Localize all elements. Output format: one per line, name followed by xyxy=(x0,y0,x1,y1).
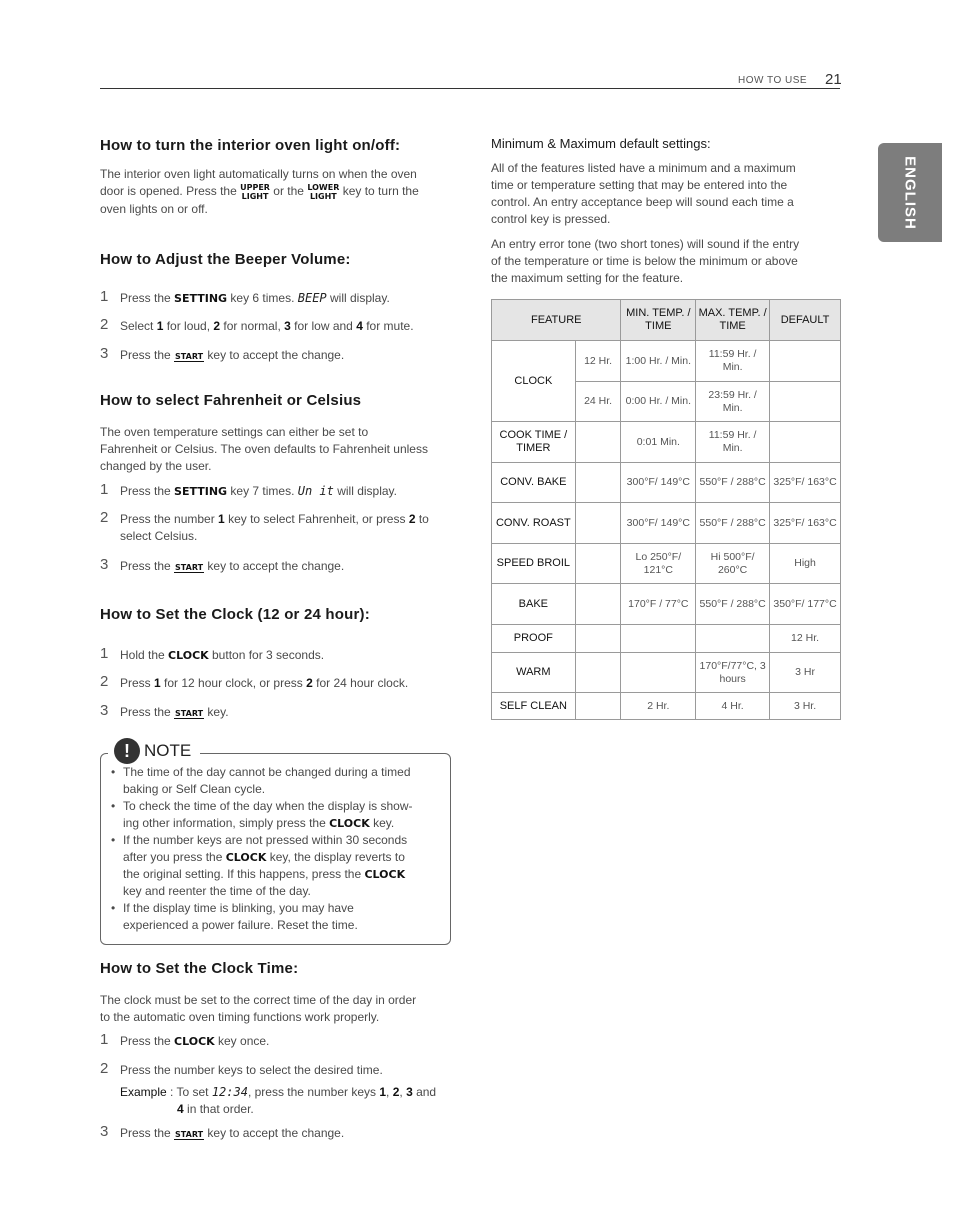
feature-cell: SPEED BROIL xyxy=(492,544,576,584)
table-row xyxy=(492,422,841,463)
feature-cell: COOK TIME / TIMER xyxy=(492,422,576,463)
default-cell xyxy=(770,341,841,382)
text: If the number keys are not pressed within 30 seconds xyxy=(123,833,408,847)
note-item xyxy=(110,764,442,798)
feature-cell: CONV. ROAST xyxy=(492,503,576,544)
min-cell: 0:01 Min. xyxy=(621,422,696,463)
table-row xyxy=(492,653,841,693)
text: The time of the day cannot be changed during a timed xyxy=(123,765,411,779)
clock-key: CLOCK xyxy=(168,649,209,662)
fahrenheit-intro xyxy=(100,424,460,475)
clock-format-step-3 xyxy=(100,704,460,722)
default-cell: 12 Hr. xyxy=(770,625,841,653)
min-cell: Lo 250°F/ 121°C xyxy=(621,544,696,584)
text: Press the xyxy=(120,348,175,362)
text: Press the xyxy=(120,1126,175,1140)
start-key: START xyxy=(175,709,204,718)
sub-cell xyxy=(575,584,621,625)
table-row xyxy=(492,693,841,720)
light-paragraph xyxy=(100,166,460,218)
max-cell: Hi 500°F/ 260°C xyxy=(696,544,770,584)
note-item xyxy=(110,832,442,900)
sub-cell: 12 Hr. xyxy=(575,341,621,382)
default-cell: 350°F/ 177°C xyxy=(770,584,841,625)
note-title: NOTE xyxy=(144,741,192,760)
line: The oven temperature settings can either be set to xyxy=(100,425,369,439)
text: for normal, xyxy=(220,319,285,333)
text: to xyxy=(415,512,429,526)
setting-key: SETTING xyxy=(174,292,228,305)
fahrenheit-step-3 xyxy=(100,558,460,576)
text: If the display time is blinking, you may have xyxy=(123,901,354,915)
text: key and reenter the time of the day. xyxy=(123,884,311,898)
step-number: 1 xyxy=(100,481,109,498)
setting-key: SETTING xyxy=(174,485,228,498)
table-row xyxy=(492,341,841,382)
line: control key is pressed. xyxy=(491,212,611,226)
number-key: 2 xyxy=(408,512,416,526)
text: key 7 times. xyxy=(227,484,298,498)
step-number: 2 xyxy=(100,509,109,526)
light-line-1: The interior oven light automatically turns on when the oven xyxy=(100,167,417,181)
number-key: 2 xyxy=(392,1085,400,1099)
table-row xyxy=(492,544,841,584)
text: the original setting. If this happens, press the xyxy=(123,867,365,881)
sub-cell xyxy=(575,653,621,693)
max-cell: 11:59 Hr. / Min. xyxy=(696,341,770,382)
step-number: 3 xyxy=(100,1123,109,1140)
text: key 6 times. xyxy=(227,291,298,305)
text: key, the display reverts to xyxy=(266,850,405,864)
light-line-2 xyxy=(100,183,460,201)
sub-cell xyxy=(575,422,621,463)
table-header-row xyxy=(492,300,841,341)
upper-light-key xyxy=(240,183,270,201)
clock-key: CLOCK xyxy=(225,851,267,864)
table-row xyxy=(492,625,841,653)
text: key. xyxy=(204,705,229,719)
key-label: UPPER xyxy=(240,183,270,192)
step-number: 2 xyxy=(100,316,109,333)
line: Fahrenheit or Celsius. The oven defaults to Fahrenheit unless xyxy=(100,442,428,456)
step-number: 1 xyxy=(100,645,109,662)
min-cell: 1:00 Hr. / Min. xyxy=(621,341,696,382)
clock-time-step-3 xyxy=(100,1125,460,1143)
example-line-1 xyxy=(120,1084,436,1101)
note-item xyxy=(110,798,442,832)
display-text: 12:34 xyxy=(211,1085,248,1099)
clock-time-section-title: How to Set the Clock Time: xyxy=(100,960,299,977)
note-list xyxy=(110,764,442,934)
default-cell xyxy=(770,382,841,422)
beeper-step-2 xyxy=(100,318,460,336)
max-cell: 550°F / 288°C xyxy=(696,503,770,544)
minmax-title: Minimum & Maximum default settings: xyxy=(491,136,711,151)
text: , xyxy=(399,1085,407,1099)
header-max: MAX. TEMP. / TIME xyxy=(696,300,770,341)
number-key: 2 xyxy=(306,676,313,690)
text: and xyxy=(412,1085,437,1099)
number-key: 4 xyxy=(356,319,363,333)
text: key once. xyxy=(214,1034,270,1048)
line: An entry error tone (two short tones) will sound if the entry xyxy=(491,237,800,251)
display-text: Un it xyxy=(297,484,334,498)
header-feature: FEATURE xyxy=(492,300,621,341)
max-cell xyxy=(696,625,770,653)
text: after you press the xyxy=(123,850,226,864)
min-cell: 170°F / 77°C xyxy=(621,584,696,625)
text: Press the xyxy=(120,484,175,498)
note-item xyxy=(110,900,442,934)
text: baking or Self Clean cycle. xyxy=(123,782,266,796)
step-number: 2 xyxy=(100,673,109,690)
text: experienced a power failure. Reset the time. xyxy=(123,918,358,932)
minmax-table xyxy=(491,299,841,720)
sub-cell xyxy=(575,503,621,544)
beeper-step-3 xyxy=(100,347,460,365)
text: Hold the xyxy=(120,648,169,662)
sub-cell xyxy=(575,693,621,720)
max-cell: 4 Hr. xyxy=(696,693,770,720)
step-number: 3 xyxy=(100,556,109,573)
number-key: 3 xyxy=(284,319,291,333)
clock-format-step-2 xyxy=(100,675,460,693)
text: for mute. xyxy=(362,319,414,333)
feature-cell: CONV. BAKE xyxy=(492,463,576,503)
text: Press the xyxy=(120,559,175,573)
text: Press the xyxy=(120,291,175,305)
clock-key: CLOCK xyxy=(329,817,370,830)
text: : To set xyxy=(166,1085,212,1099)
default-cell: 325°F/ 163°C xyxy=(770,463,841,503)
sub-cell xyxy=(575,544,621,584)
header-min: MIN. TEMP. / TIME xyxy=(621,300,696,341)
step-number: 2 xyxy=(100,1060,109,1077)
default-cell: 325°F/ 163°C xyxy=(770,503,841,544)
text: key to select Fahrenheit, or press xyxy=(224,512,409,526)
text: will display. xyxy=(326,291,390,305)
min-cell: 300°F/ 149°C xyxy=(621,463,696,503)
text: select Celsius. xyxy=(120,529,198,543)
line: control. An entry acceptance beep will sound each time a xyxy=(491,195,794,209)
text: Press the number xyxy=(120,512,219,526)
table-row xyxy=(492,463,841,503)
language-tab xyxy=(878,143,942,242)
text: door is opened. Press the xyxy=(100,184,241,199)
text: , xyxy=(386,1085,393,1099)
beeper-section-title: How to Adjust the Beeper Volume: xyxy=(100,251,351,268)
sub-cell xyxy=(575,463,621,503)
feature-cell: PROOF xyxy=(492,625,576,653)
minmax-paragraph-2 xyxy=(491,236,836,287)
max-cell: 170°F/77°C, 3 hours xyxy=(696,653,770,693)
header-section: HOW TO USE xyxy=(738,75,808,86)
fahrenheit-step-2 xyxy=(100,511,460,547)
line: to the automatic oven timing functions work properly. xyxy=(100,1010,380,1024)
text: ing other information, simply press the xyxy=(123,816,330,830)
max-cell: 23:59 Hr. / Min. xyxy=(696,382,770,422)
clock-key: CLOCK xyxy=(174,1035,215,1048)
text: Press the xyxy=(120,1034,175,1048)
max-cell: 550°F / 288°C xyxy=(696,463,770,503)
clock-time-intro xyxy=(100,992,460,1026)
number-key: 4 xyxy=(177,1102,184,1116)
text: Press the xyxy=(120,705,175,719)
minmax-paragraph-1 xyxy=(491,160,836,228)
line: of the temperature or time is below the minimum or above xyxy=(491,254,798,268)
line: The clock must be set to the correct time of the day in order xyxy=(100,993,417,1007)
feature-cell: CLOCK xyxy=(492,341,576,422)
light-line-3: oven lights on or off. xyxy=(100,202,208,216)
max-cell: 550°F / 288°C xyxy=(696,584,770,625)
text: or the xyxy=(269,184,308,199)
header-divider xyxy=(100,88,840,89)
start-key: START xyxy=(175,1130,204,1139)
number-key: 1 xyxy=(218,512,225,526)
sub-cell xyxy=(575,625,621,653)
feature-cell: WARM xyxy=(492,653,576,693)
feature-cell: SELF CLEAN xyxy=(492,693,576,720)
clock-format-section-title: How to Set the Clock (12 or 24 hour): xyxy=(100,606,370,623)
clock-time-step-2 xyxy=(100,1062,460,1080)
text: key. xyxy=(369,816,395,830)
min-cell xyxy=(621,653,696,693)
default-cell: High xyxy=(770,544,841,584)
number-key: 3 xyxy=(406,1085,413,1099)
language-tab-label: ENGLISH xyxy=(901,155,919,230)
light-section-title: How to turn the interior oven light on/off: xyxy=(100,137,401,154)
table-row xyxy=(492,503,841,544)
min-cell xyxy=(621,625,696,653)
key-label: LIGHT xyxy=(309,192,337,201)
min-cell: 0:00 Hr. / Min. xyxy=(621,382,696,422)
text: in that order. xyxy=(183,1102,254,1116)
clock-format-step-1 xyxy=(100,647,460,665)
text: for low and xyxy=(290,319,357,333)
max-cell: 11:59 Hr. / Min. xyxy=(696,422,770,463)
step-number: 3 xyxy=(100,702,109,719)
text: key to accept the change. xyxy=(204,348,345,362)
line: All of the features listed have a minimum and a maximum xyxy=(491,161,796,175)
line: the maximum setting for the feature. xyxy=(491,271,684,285)
step-number: 1 xyxy=(100,288,109,305)
step-number: 3 xyxy=(100,345,109,362)
start-key: START xyxy=(175,352,204,361)
text: Press the number keys to select the desired time. xyxy=(120,1063,383,1077)
fahrenheit-step-1 xyxy=(100,483,460,501)
display-text: BEEP xyxy=(297,291,327,305)
clock-time-step-1 xyxy=(100,1033,460,1051)
number-key: 1 xyxy=(154,676,161,690)
number-key: 1 xyxy=(379,1085,387,1099)
line: time or temperature setting that may be entered into the xyxy=(491,178,788,192)
line: changed by the user. xyxy=(100,459,212,473)
text: will display. xyxy=(333,484,398,498)
fahrenheit-section-title: How to select Fahrenheit or Celsius xyxy=(100,392,362,409)
text: for 24 hour clock. xyxy=(312,676,409,690)
text: for loud, xyxy=(163,319,214,333)
text: key to turn the xyxy=(339,184,419,199)
example-line-2 xyxy=(177,1101,254,1118)
text: , press the number keys xyxy=(247,1085,380,1099)
sub-cell: 24 Hr. xyxy=(575,382,621,422)
feature-cell: BAKE xyxy=(492,584,576,625)
default-cell: 3 Hr xyxy=(770,653,841,693)
clock-time-example xyxy=(120,1084,460,1120)
beeper-step-1 xyxy=(100,290,460,308)
text: To check the time of the day when the display is show- xyxy=(123,799,413,813)
text: key to accept the change. xyxy=(204,1126,345,1140)
header-default: DEFAULT xyxy=(770,300,841,341)
default-cell: 3 Hr. xyxy=(770,693,841,720)
clock-key: CLOCK xyxy=(364,868,406,881)
default-cell xyxy=(770,422,841,463)
start-key: START xyxy=(175,563,204,572)
table-row xyxy=(492,584,841,625)
min-cell: 300°F/ 149°C xyxy=(621,503,696,544)
page-number: 21 xyxy=(825,71,842,88)
step-number: 1 xyxy=(100,1031,109,1048)
exclamation-icon: ! xyxy=(114,738,140,764)
key-label: LIGHT xyxy=(241,192,269,201)
example-label: Example xyxy=(120,1085,167,1099)
min-cell: 2 Hr. xyxy=(621,693,696,720)
number-key: 2 xyxy=(213,319,221,333)
text: Press xyxy=(120,676,155,690)
number-key: 1 xyxy=(156,319,164,333)
text: Select xyxy=(120,319,157,333)
text: for 12 hour clock, or press xyxy=(160,676,307,690)
key-label: LOWER xyxy=(307,183,340,192)
lower-light-key xyxy=(307,183,339,201)
text: key to accept the change. xyxy=(204,559,345,573)
text: button for 3 seconds. xyxy=(208,648,325,662)
